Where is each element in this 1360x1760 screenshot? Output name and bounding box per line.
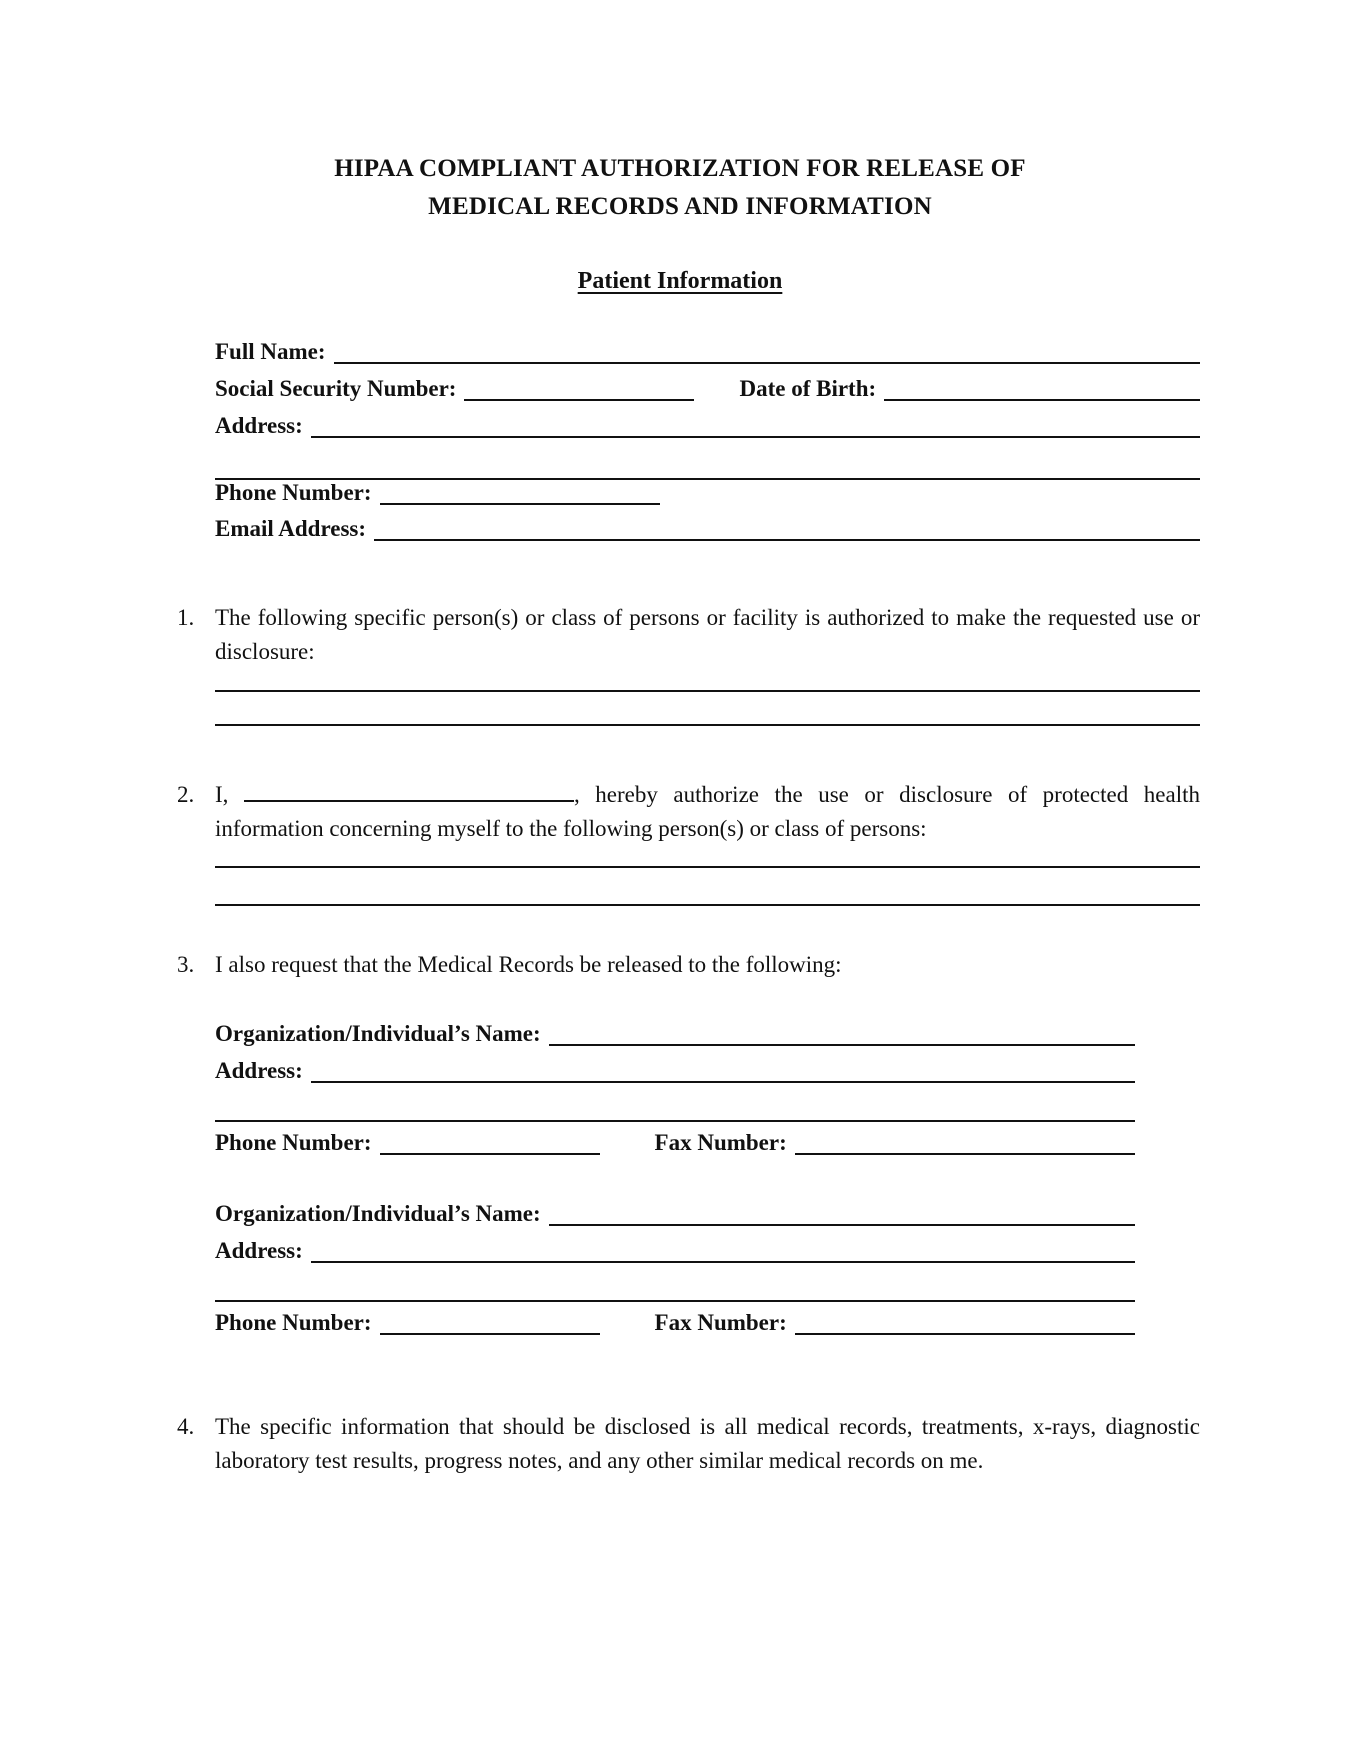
recipient-2-org-label: Organization/Individual’s Name: <box>215 1201 541 1226</box>
recipient-1-phone-field[interactable] <box>380 1153 600 1155</box>
recipient-1-address-field[interactable] <box>311 1081 1135 1083</box>
recipient-2-org-row <box>215 1201 1135 1238</box>
spacer <box>215 1302 1135 1310</box>
item-3-text: I also request that the Medical Records be released to the following: <box>215 952 842 977</box>
recipient-2-phone-label: Phone Number: <box>215 1310 372 1335</box>
address-field[interactable] <box>311 436 1200 438</box>
ssn-field[interactable] <box>464 399 694 401</box>
item-2-name-field[interactable] <box>244 800 574 802</box>
recipient-2-address-row <box>215 1238 1135 1275</box>
recipient-1-address-label: Address: <box>215 1058 303 1083</box>
recipient-2-address-label: Address: <box>215 1238 303 1263</box>
item-2-answer-line-2[interactable] <box>215 868 1200 906</box>
document-title-line1: HIPAA COMPLIANT AUTHORIZATION FOR RELEASE OF <box>334 155 1026 182</box>
email-row <box>215 516 1200 552</box>
full-name-field[interactable] <box>334 362 1200 364</box>
ssn-label: Social Security Number: <box>215 376 457 401</box>
address-row <box>215 413 1200 450</box>
recipient-1-org-label: Organization/Individual’s Name: <box>215 1021 541 1046</box>
recipient-1-address-row <box>215 1058 1135 1095</box>
address-label: Address: <box>215 413 303 438</box>
patient-information-heading: Patient Information <box>577 268 783 294</box>
recipient-1-org-row <box>215 1021 1135 1058</box>
item-3 <box>177 948 1200 982</box>
item-2-answer-line-1[interactable] <box>215 846 1200 868</box>
document-title-line2: MEDICAL RECORDS AND INFORMATION <box>428 193 932 220</box>
recipient-2-phone-field[interactable] <box>380 1333 600 1335</box>
item-1-number: 1. <box>177 605 195 630</box>
item-1-answer-line-1[interactable] <box>215 669 1200 692</box>
phone-label: Phone Number: <box>215 480 372 505</box>
document-header <box>160 0 1200 295</box>
item-2-text-after: , hereby authorize the use or disclosure of protected health information concerning myself to the following person(s) or class of persons: <box>215 782 1200 841</box>
dob-label: Date of Birth: <box>739 376 877 401</box>
item-1 <box>177 601 1200 669</box>
recipient-2-fax-field[interactable] <box>795 1333 1135 1335</box>
recipient-2-phone-fax-row <box>215 1310 1135 1347</box>
full-name-label: Full Name: <box>215 339 326 364</box>
ssn-dob-row <box>215 376 1200 413</box>
document-title <box>160 0 1200 226</box>
item-1-answer-line-2[interactable] <box>215 692 1200 726</box>
dob-field[interactable] <box>884 399 1200 401</box>
recipient-1-address-continuation-field[interactable] <box>215 1095 1135 1122</box>
recipient-1-org-field[interactable] <box>549 1044 1135 1046</box>
patient-information-block <box>215 339 1200 552</box>
document-body <box>177 339 1200 1478</box>
recipient-2-address-continuation-field[interactable] <box>215 1275 1135 1302</box>
item-2 <box>177 778 1200 846</box>
email-field[interactable] <box>374 539 1200 541</box>
recipient-1-phone-label: Phone Number: <box>215 1130 372 1155</box>
recipient-block-2 <box>215 1201 1200 1347</box>
address-continuation-field[interactable] <box>215 450 1200 480</box>
recipient-1-fax-label: Fax Number: <box>654 1130 787 1155</box>
recipient-2-org-field[interactable] <box>549 1224 1135 1226</box>
recipient-1-phone-fax-row <box>215 1130 1135 1167</box>
item-4 <box>177 1410 1200 1478</box>
item-2-text-before: I, <box>215 782 229 807</box>
email-label: Email Address: <box>215 516 367 541</box>
full-name-row <box>215 339 1200 376</box>
item-4-number: 4. <box>177 1414 195 1439</box>
recipient-1-fax-field[interactable] <box>795 1153 1135 1155</box>
spacer <box>215 1122 1135 1130</box>
recipient-2-fax-label: Fax Number: <box>654 1310 787 1335</box>
phone-row <box>215 480 1200 516</box>
item-4-text: The specific information that should be disclosed is all medical records, treatments, x-rays, diagnostic laboratory test results, progress notes, and any other similar medical records on me. <box>215 1414 1200 1473</box>
item-3-number: 3. <box>177 952 195 977</box>
recipient-block-1 <box>215 1021 1200 1167</box>
item-1-text: The following specific person(s) or class of persons or facility is authorized to make the requested use or disclosure: <box>215 605 1200 664</box>
recipient-2-address-field[interactable] <box>311 1261 1135 1263</box>
item-2-number: 2. <box>177 782 195 807</box>
phone-field[interactable] <box>380 503 660 505</box>
